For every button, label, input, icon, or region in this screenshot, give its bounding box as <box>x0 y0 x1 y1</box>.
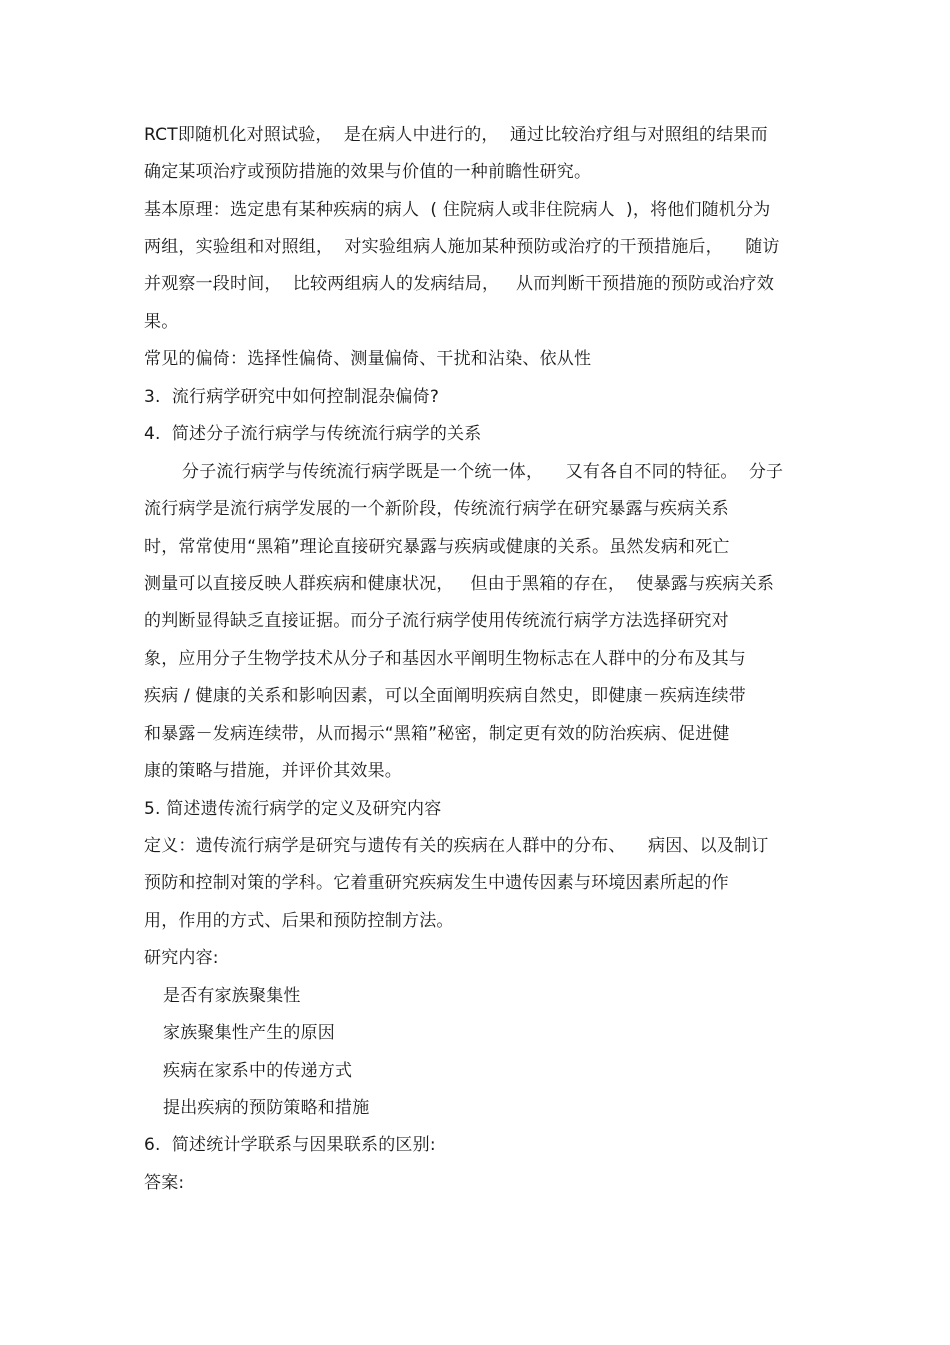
paragraph-line: 分子流行病学与传统流行病学既是一个统一体， 又有各自不同的特征。 分子 <box>182 462 784 482</box>
list-item: 是否有家族聚集性 <box>163 986 301 1006</box>
paragraph-line: 基本原理：选定患有某种疾病的病人 ( 住院病人或非住院病人 )，将他们随机分为 <box>144 200 771 220</box>
list-item: 疾病在家系中的传递方式 <box>163 1061 353 1081</box>
paragraph-line: 测量可以直接反映人群疾病和健康状况， 但由于黑箱的存在， 使暴露与疾病关系 <box>144 574 775 594</box>
paragraph-line: 确定某项治疗或预防措施的效果与价值的一种前瞻性研究。 <box>144 162 592 182</box>
list-item: 家族聚集性产生的原因 <box>163 1023 335 1043</box>
paragraph-line: 流行病学是流行病学发展的一个新阶段，传统流行病学在研究暴露与疾病关系 <box>144 499 729 519</box>
paragraph-line: 康的策略与措施，并评价其效果。 <box>144 761 402 781</box>
paragraph-line: 象，应用分子生物学技术从分子和基因水平阐明生物标志在人群中的分布及其与 <box>144 649 746 669</box>
paragraph-line: 时，常常使用“黑箱”理论直接研究暴露与疾病或健康的关系。虽然发病和死亡 <box>144 537 730 557</box>
paragraph-line: 的判断显得缺乏直接证据。而分子流行病学使用传统流行病学方法选择研究对 <box>144 611 729 631</box>
section-label: 研究内容: <box>144 948 219 968</box>
list-item: 提出疾病的预防策略和措施 <box>163 1098 370 1118</box>
paragraph-line: RCT即随机化对照试验， 是在病人中进行的， 通过比较治疗组与对照组的结果而 <box>144 125 768 145</box>
paragraph-line: 两组，实验组和对照组， 对实验组病人施加某种预防或治疗的干预措施后， 随访 <box>144 237 780 257</box>
paragraph-line: 和暴露－发病连续带，从而揭示“黑箱”秘密，制定更有效的防治疾病、促进健 <box>144 724 730 744</box>
paragraph-line: 常见的偏倚：选择性偏倚、测量偏倚、干扰和沾染、依从性 <box>144 349 592 369</box>
question-heading: 5. 简述遗传流行病学的定义及研究内容 <box>144 799 442 819</box>
paragraph-line: 定义：遗传流行病学是研究与遗传有关的疾病在人群中的分布、 病因、以及制订 <box>144 836 769 856</box>
paragraph-line: 疾病 / 健康的关系和影响因素，可以全面阐明疾病自然史，即健康－疾病连续带 <box>144 686 746 706</box>
answer-label: 答案: <box>144 1173 185 1193</box>
question-heading: 3. 流行病学研究中如何控制混杂偏倚? <box>144 387 440 407</box>
question-heading: 6. 简述统计学联系与因果联系的区别: <box>144 1135 436 1155</box>
paragraph-line: 用，作用的方式、后果和预防控制方法。 <box>144 911 454 931</box>
paragraph-line: 果。 <box>144 312 179 332</box>
paragraph-line: 预防和控制对策的学科。它着重研究疾病发生中遗传因素与环境因素所起的作 <box>144 873 729 893</box>
paragraph-line: 并观察一段时间， 比较两组病人的发病结局， 从而判断干预措施的预防或治疗效 <box>144 274 775 294</box>
question-heading: 4. 简述分子流行病学与传统流行病学的关系 <box>144 424 482 444</box>
